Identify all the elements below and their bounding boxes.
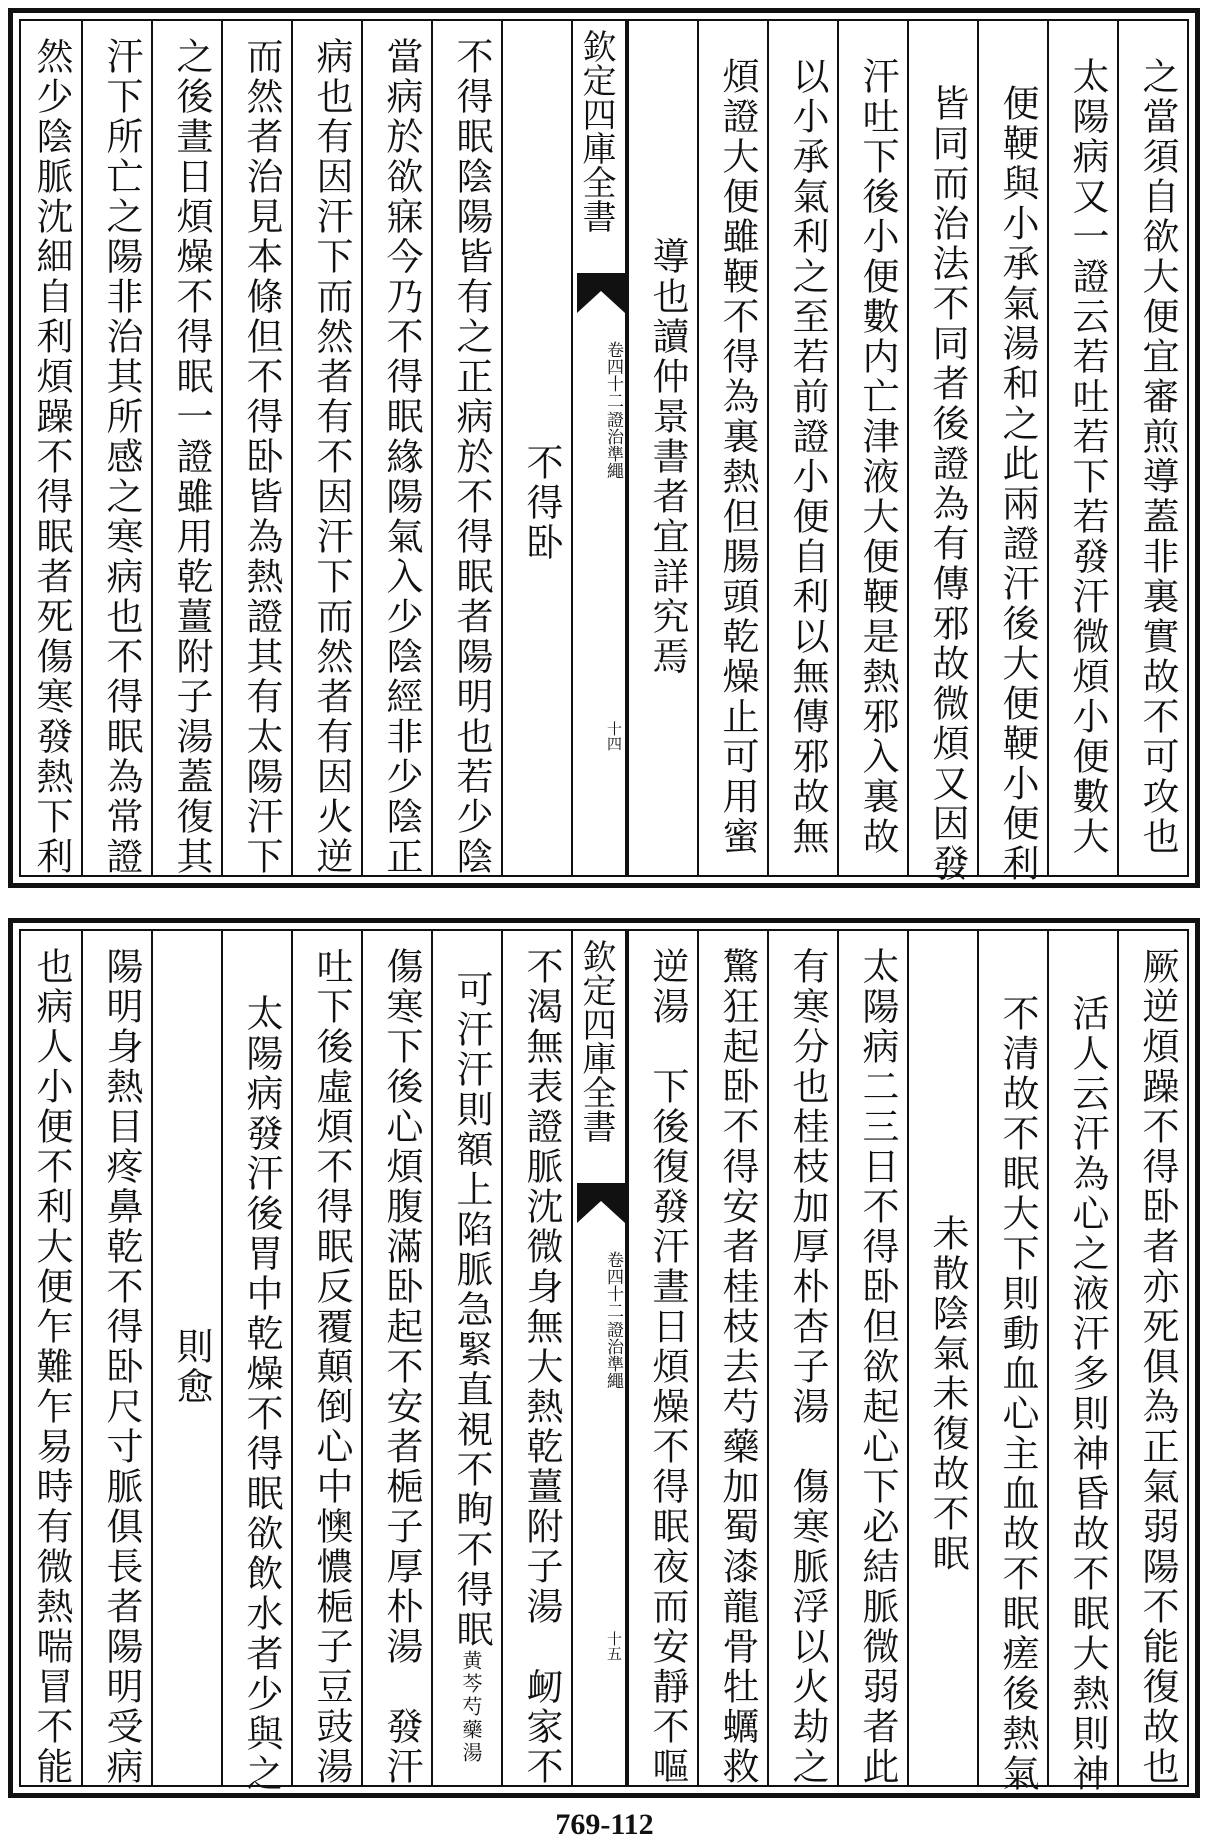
text-column: 不渴無表證脈沈微身無大熱乾薑附子湯 衂家不 xyxy=(501,931,571,1785)
text-column: 有寒分也桂枝加厚朴杏子湯 傷寒脈浮以火劫之 xyxy=(767,931,837,1785)
text-column: 也病人小便不利大便乍難乍易時有微熱喘冒不能 xyxy=(19,931,81,1785)
text-column: 病也有因汗下而然者有不因汗下而然者有因火逆 xyxy=(291,21,361,875)
page-spine xyxy=(571,931,627,1785)
top-page-frame xyxy=(19,19,1189,884)
text-column: 當病於欲寐今乃不得眠緣陽氣入少陰經非少陰正 xyxy=(361,21,431,875)
text-column: 之後晝日煩燥不得眠一證雖用乾薑附子湯蓋復其 xyxy=(151,21,221,875)
text-column: 則愈 xyxy=(151,931,221,1785)
text-column: 活人云汗為心之液汗多則神昏故不眠大熱則神 xyxy=(1047,931,1117,1785)
annotation-note: 黄芩芍藥湯 xyxy=(459,1649,483,1765)
bottom-page xyxy=(8,918,1200,1798)
page-number: 十五 xyxy=(605,1631,623,1661)
text-column: 皆同而治法不同者後證為有傳邪故微煩又因發 xyxy=(907,21,977,875)
text-column: 太陽病二三日不得卧但欲起心下必結脈微弱者此 xyxy=(837,931,907,1785)
library-title: 欽定四庫全書 xyxy=(576,29,616,233)
text-column: 傷寒下後心煩腹滿卧起不安者梔子厚朴湯 發汗 xyxy=(361,931,431,1785)
text-column: 以小承氣利之至若前證小便自利以無傳邪故無 xyxy=(767,21,837,875)
text-column: 陽明身熱目疼鼻乾不得卧尺寸脈俱長者陽明受病 xyxy=(81,931,151,1785)
library-title: 欽定四庫全書 xyxy=(576,939,616,1143)
text-column xyxy=(431,931,501,1785)
text-column: 不清故不眠大下則動血心主血故不眠瘥後熱氣 xyxy=(977,931,1047,1785)
text-column: 太陽病又一證云若吐若下若發汗微煩小便數大 xyxy=(1047,21,1117,875)
text-column: 煩證大便雖鞕不得為裏熱但腸頭乾燥止可用蜜 xyxy=(697,21,767,875)
fish-tail-mark-icon xyxy=(577,1183,625,1223)
text-column: 而然者治見本條但不得卧皆為熱證其有太陽汗下 xyxy=(221,21,291,875)
page-number: 十四 xyxy=(605,721,623,751)
page-footer-number: 769-112 xyxy=(555,1808,654,1841)
page-spine xyxy=(571,21,627,875)
text-column: 逆湯 下後復發汗晝日煩燥不得眠夜而安靜不嘔 xyxy=(627,931,697,1785)
volume-label: 證治準繩 卷四十二 xyxy=(603,1251,623,1389)
text-column: 之當須自欲大便宜審煎導蓋非裏實故不可攻也 xyxy=(1117,21,1187,875)
text-column: 未散陰氣未復故不眠 xyxy=(907,931,977,1785)
fish-tail-mark-icon xyxy=(577,273,625,313)
text-column: 厥逆煩躁不得卧者亦死俱為正氣弱陽不能復故也 xyxy=(1117,931,1187,1785)
text-run: 可汗汗則額上陷脈急緊直視不眴不得眠 xyxy=(450,969,493,1650)
text-column: 汗下所亡之陽非治其所感之寒病也不得眠為常證 xyxy=(81,21,151,875)
text-column: 便鞕與小承氣湯和之此兩證汗後大便鞕小便利 xyxy=(977,21,1047,875)
text-column: 導也讀仲景書者宜詳究焉 xyxy=(627,21,697,875)
section-heading: 不得卧 xyxy=(501,21,571,875)
volume-label: 證治準繩 卷四十二 xyxy=(603,341,623,479)
text-column: 吐下後虛煩不得眠反覆顛倒心中懊憹梔子豆豉湯 xyxy=(291,931,361,1785)
text-column: 不得眠陰陽皆有之正病於不得眠者陽明也若少陰 xyxy=(431,21,501,875)
text-column: 驚狂起卧不得安者桂枝去芍藥加蜀漆龍骨牡蠣救 xyxy=(697,931,767,1785)
top-page xyxy=(8,8,1200,888)
text-column: 太陽病發汗後胃中乾燥不得眠欲飲水者少與之 xyxy=(221,931,291,1785)
text-column: 汗吐下後小便數内亡津液大便鞕是熱邪入裏故 xyxy=(837,21,907,875)
bottom-page-frame xyxy=(19,929,1189,1794)
text-column: 然少陰脈沈細自利煩躁不得眠者死傷寒發熱下利 xyxy=(19,21,81,875)
